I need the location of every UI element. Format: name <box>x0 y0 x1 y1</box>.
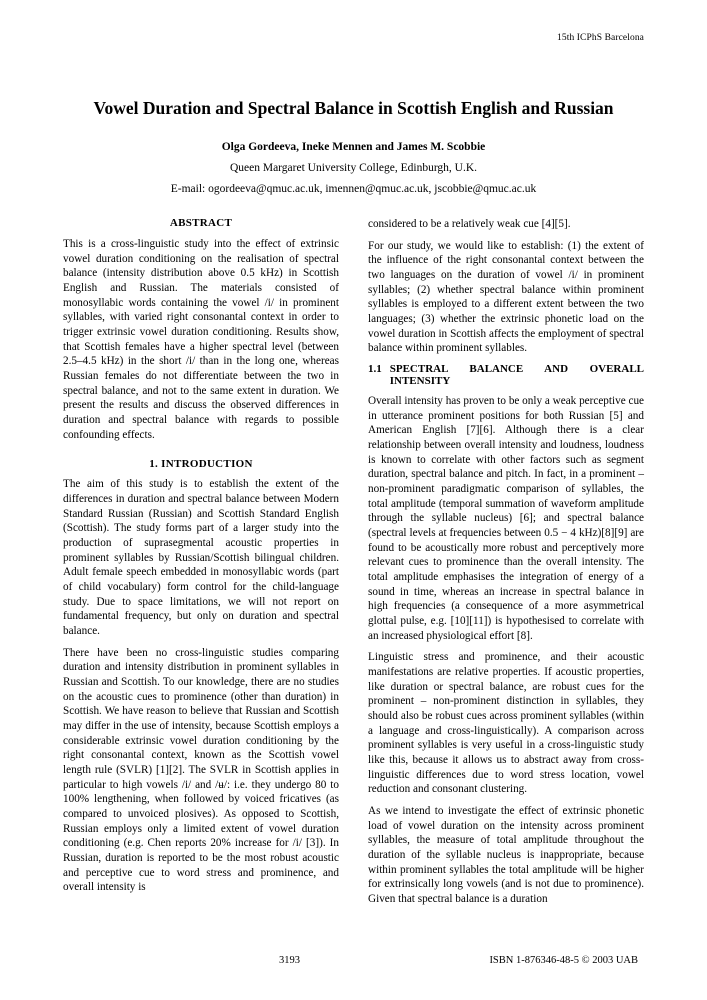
right-paragraph-3: Linguistic stress and prominence, and their acoustic manifestations are relative properties. If acoustic properties, like duration or spectral balance, are robust cues for the prominent – non-prominent distinction in syllables, they should also be robust cues across prominent syllables (within a language and cross-linguistically). A comparison across prominent syllables is very useful in a cross-linguistic study like this, because it allows us to abstract away from cross-linguistic differences due to word stress location, vowel reduction and consonant clustering. <box>368 651 644 796</box>
right-continued-paragraph: considered to be a relatively weak cue [4][5]. <box>368 217 571 230</box>
intro-paragraph-1: The aim of this study is to establish the extent of the differences in duration and spectral balance between Modern Standard Russian (Russian) and Scottish Standard English (Scottish). The study forms part of a larger study into the production of suprasegmental acoustic properties in prominent syllables by Russian/Scottish bilingual children. Adult female speech embedded in monosyllabic words (part of child vocabulary) form control for the child-language study. Due to space limitations, we will not report on fundamental frequency, but only on duration and spectral balance. <box>63 478 339 637</box>
page-number: 3193 <box>279 955 300 966</box>
right-paragraph-2: Overall intensity has proven to be only a weak perceptive cue in utterance prominent positions for both Russian [5] and American English [7][6]. Although there is a clear relationship between overall intensity and loudness, loudness is known to correlate with other factors such as segment duration, spectral balance and pitch. In fact, in a prominent – non-prominent paradigmatic comparison of syllables, the total amplitude (temporal summation of waveform amplitude through the syllable nucleus) [6]; and spectral balance (spectral levels at frequencies between 0.5 − 4 kHz)[8][9] are found to be acoustically more robust and perceptively more relevant cues to prominence than the overall intensity. The total amplitude emphasises the integration of energy of a sound in time, whereas an increase in spectral balance in high frequencies (a consequence of a more asymmetrical glottal pulse, e.g. [10][11]) is hypothesised to correlate with an increased physiological effort [8]. <box>368 394 644 642</box>
right-paragraph-4: As we intend to investigate the effect of extrinsic phonetic load of vowel duration on the intensity across prominent syllables, the measure of total amplitude throughout the duration of the syllable nucleus is inappropriate, because within prominent syllables the total amplitude will be higher for extrinsically long vowels (and is not due to prominence). Given that spectral balance is a duration <box>368 805 644 906</box>
abstract-text: This is a cross-linguistic study into the effect of extrinsic vowel duration conditioning on the realisation of spectral balance (intensity distribution above 0.5 kHz) in Scottish English and Russian. The materials consisted of monosyllabic words containing the vowel /i/ in prominent syllables, with varied right consonantal context in order to trigger extrinsic vowel duration conditioning. Results show, that Scottish females have a higher spectral level (between 2.5–4.5 kHz) in the short /i/ than in the long one, whereas Russian females do not differentiate between the two in spectral balance, and not to the same extent in duration. We present the results and discuss the observed differences in duration and spectral balance with regards to possible confounding effects. <box>63 237 339 441</box>
intro-paragraph-2: There have been no cross-linguistic studies comparing duration and intensity distribution in prominent syllables in Russian and Scottish. To our knowledge, there are no studies on the acoustic cues to prominence (other than duration) in Scottish. We have reason to believe that Russian and Scottish may differ in the use of intensity, because Scottish employs a considerable extrinsic vowel duration conditioning by the right consonantal context, known as the Scottish vowel length rule (SVLR) [1][2]. The SVLR in Scottish applies in particular to high vowels /i/ and /ʉ/: i.e. they undergo 80 to 100% lengthening, when followed by voiced fricatives (as compared to unvoiced plosives). As opposed to Scottish, Russian employs only a limited extent of vowel duration conditioning (e.g. Chen reports 20% increase for /i/ [3]). In Russian, duration is reported to be the most robust acoustic and perceptive cue to word stress and prominence, and overall intensity is <box>63 646 339 894</box>
abstract-heading: ABSTRACT <box>169 216 233 229</box>
subsection-title: SPECTRAL BALANCE AND OVERALL INTENSITY <box>389 362 644 387</box>
paper-content <box>63 96 644 914</box>
introduction-heading: 1. INTRODUCTION <box>149 458 253 471</box>
left-column <box>63 217 339 914</box>
authors-line: Olga Gordeeva, Ineke Mennen and James M. Scobbie <box>221 140 486 153</box>
page-footer <box>63 955 644 966</box>
right-paragraph-1: For our study, we would like to establish: (1) the extent of the influence of the right consonantal context between the two languages on the duration of vowel /i/ in prominent syllables; (2) whether spectral balance within prominent syllables is employed to a different extent between the two languages; (3) whether the extrinsic phonetic load on the vowel duration in Scottish affects the employment of spectral balance within prominent syllables. <box>368 239 644 355</box>
two-column-body <box>63 217 644 914</box>
email-line: E-mail: ogordeeva@qmuc.ac.uk, imennen@qmuc.ac.uk, jscobbie@qmuc.ac.uk <box>170 182 537 195</box>
page-title: Vowel Duration and Spectral Balance in Scottish English and Russian <box>93 98 614 118</box>
isbn-line: ISBN 1-876346-48-5 © 2003 UAB <box>489 955 638 966</box>
running-head: 15th ICPhS Barcelona <box>557 33 644 43</box>
right-column <box>368 217 644 914</box>
subsection-heading <box>368 363 644 387</box>
subsection-number: 1.1 <box>368 362 382 375</box>
affiliation-line: Queen Margaret University College, Edinburgh, U.K. <box>229 161 478 174</box>
